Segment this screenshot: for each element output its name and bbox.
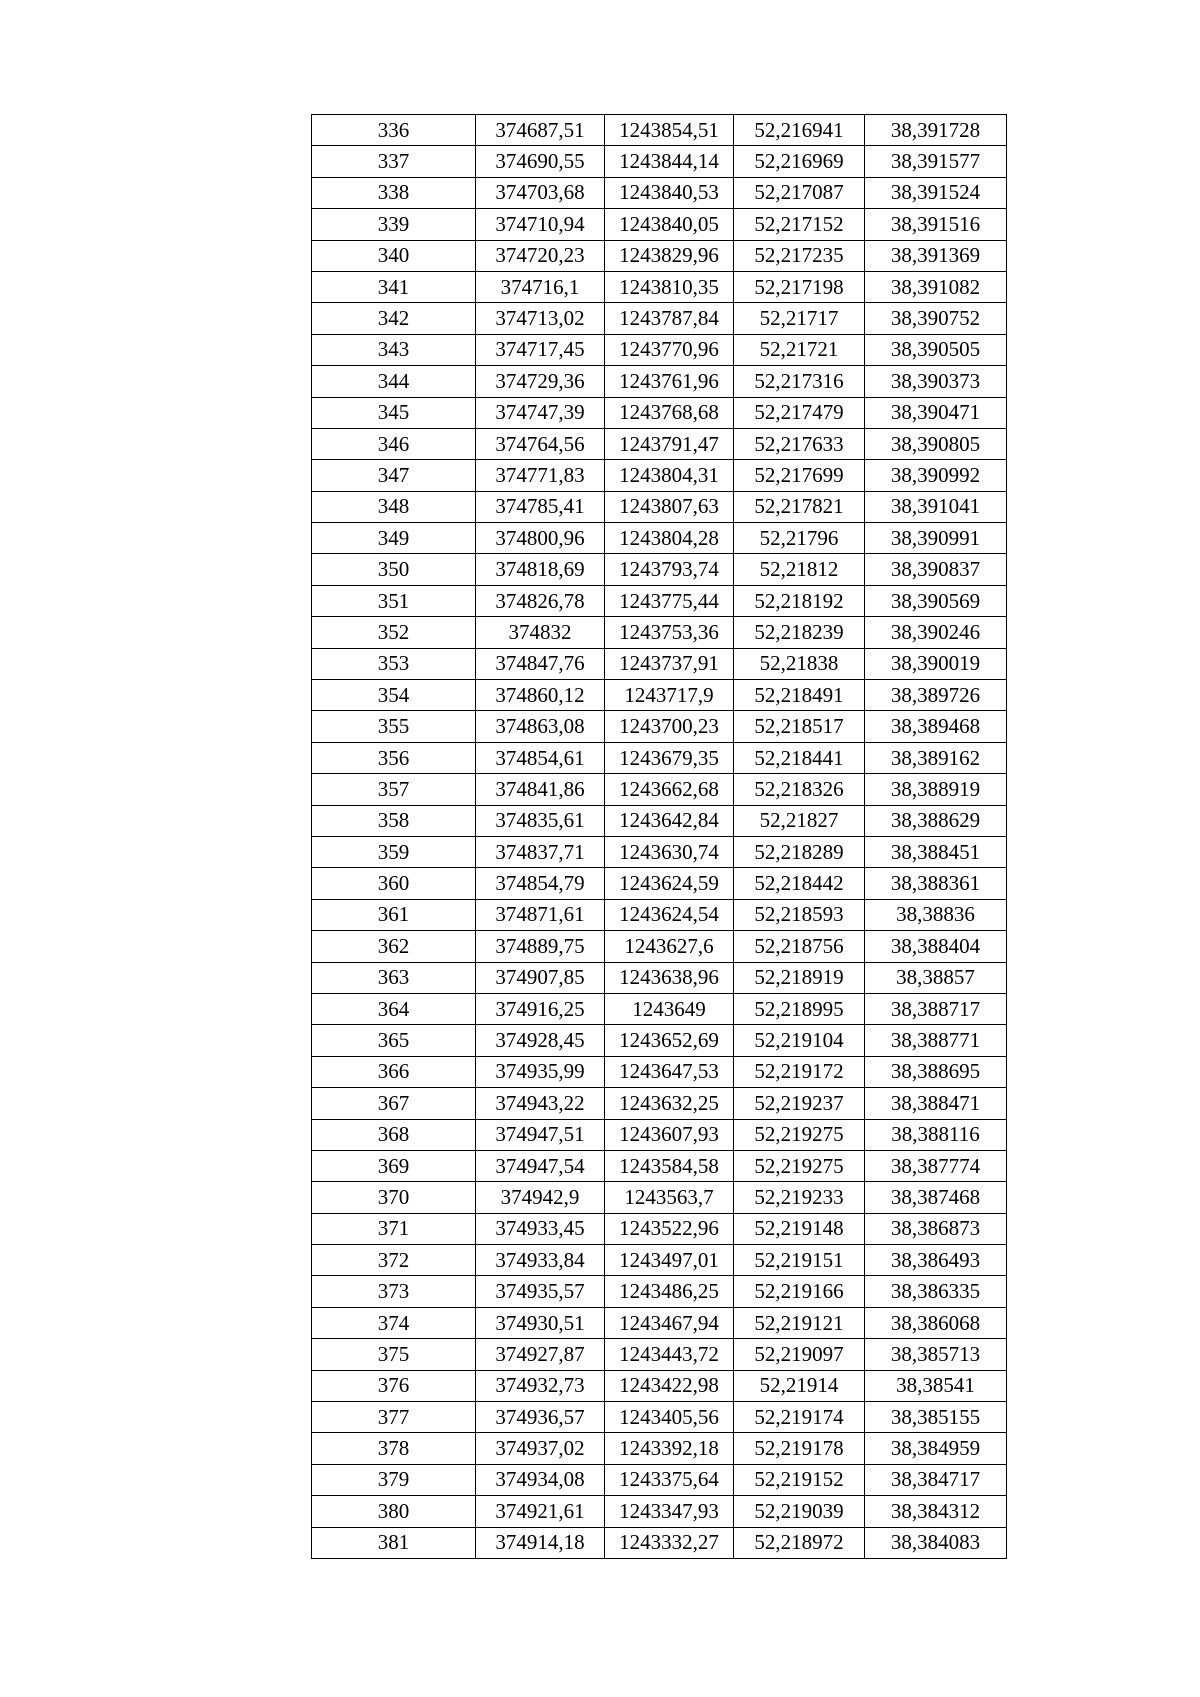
x-coordinate-cell: 374747,39 [476,397,605,428]
y-coordinate-cell: 1243422,98 [605,1370,734,1401]
longitude-cell: 38,388404 [865,931,1007,962]
point-number-cell: 346 [312,428,476,459]
x-coordinate-cell: 374713,02 [476,303,605,334]
y-coordinate-cell: 1243804,31 [605,460,734,491]
point-number-cell: 338 [312,177,476,208]
x-coordinate-cell: 374841,86 [476,774,605,805]
point-number-cell: 353 [312,648,476,679]
table-row [312,209,1007,240]
table-row [312,146,1007,177]
y-coordinate-cell: 1243770,96 [605,334,734,365]
latitude-cell: 52,217198 [734,271,865,302]
longitude-cell: 38,384959 [865,1433,1007,1464]
x-coordinate-cell: 374785,41 [476,491,605,522]
latitude-cell: 52,218756 [734,931,865,962]
y-coordinate-cell: 1243829,96 [605,240,734,271]
latitude-cell: 52,218593 [734,899,865,930]
point-number-cell: 341 [312,271,476,302]
table-row [312,962,1007,993]
longitude-cell: 38,389162 [865,742,1007,773]
longitude-cell: 38,386493 [865,1245,1007,1276]
point-number-cell: 357 [312,774,476,805]
latitude-cell: 52,219039 [734,1496,865,1527]
longitude-cell: 38,391524 [865,177,1007,208]
table-row [312,460,1007,491]
table-row [312,805,1007,836]
table-row [312,115,1007,146]
y-coordinate-cell: 1243630,74 [605,836,734,867]
longitude-cell: 38,390992 [865,460,1007,491]
table-row [312,1307,1007,1338]
y-coordinate-cell: 1243522,96 [605,1213,734,1244]
point-number-cell: 364 [312,993,476,1024]
longitude-cell: 38,387468 [865,1182,1007,1213]
point-number-cell: 370 [312,1182,476,1213]
latitude-cell: 52,217699 [734,460,865,491]
y-coordinate-cell: 1243791,47 [605,428,734,459]
latitude-cell: 52,21721 [734,334,865,365]
x-coordinate-cell: 374932,73 [476,1370,605,1401]
latitude-cell: 52,217479 [734,397,865,428]
y-coordinate-cell: 1243737,91 [605,648,734,679]
x-coordinate-cell: 374687,51 [476,115,605,146]
table-row [312,585,1007,616]
table-row [312,1150,1007,1181]
table-row [312,993,1007,1024]
y-coordinate-cell: 1243854,51 [605,115,734,146]
latitude-cell: 52,219121 [734,1307,865,1338]
table-row [312,1182,1007,1213]
y-coordinate-cell: 1243632,25 [605,1088,734,1119]
latitude-cell: 52,21796 [734,523,865,554]
point-number-cell: 344 [312,366,476,397]
y-coordinate-cell: 1243332,27 [605,1527,734,1558]
longitude-cell: 38,384083 [865,1527,1007,1558]
latitude-cell: 52,216969 [734,146,865,177]
table-row [312,1496,1007,1527]
x-coordinate-cell: 374934,08 [476,1464,605,1495]
longitude-cell: 38,385155 [865,1402,1007,1433]
x-coordinate-cell: 374947,51 [476,1119,605,1150]
latitude-cell: 52,219237 [734,1088,865,1119]
y-coordinate-cell: 1243642,84 [605,805,734,836]
point-number-cell: 354 [312,680,476,711]
table-row [312,491,1007,522]
x-coordinate-cell: 374832 [476,617,605,648]
table-row [312,1088,1007,1119]
latitude-cell: 52,217821 [734,491,865,522]
table-row [312,303,1007,334]
point-number-cell: 361 [312,899,476,930]
y-coordinate-cell: 1243584,58 [605,1150,734,1181]
table-row [312,1025,1007,1056]
longitude-cell: 38,388361 [865,868,1007,899]
table-row [312,868,1007,899]
x-coordinate-cell: 374928,45 [476,1025,605,1056]
table-row [312,617,1007,648]
latitude-cell: 52,219104 [734,1025,865,1056]
x-coordinate-cell: 374943,22 [476,1088,605,1119]
y-coordinate-cell: 1243662,68 [605,774,734,805]
point-number-cell: 381 [312,1527,476,1558]
latitude-cell: 52,219148 [734,1213,865,1244]
table-row [312,1464,1007,1495]
x-coordinate-cell: 374942,9 [476,1182,605,1213]
y-coordinate-cell: 1243497,01 [605,1245,734,1276]
table-row [312,177,1007,208]
point-number-cell: 348 [312,491,476,522]
latitude-cell: 52,219174 [734,1402,865,1433]
table-row [312,1527,1007,1558]
x-coordinate-cell: 374716,1 [476,271,605,302]
y-coordinate-cell: 1243443,72 [605,1339,734,1370]
point-number-cell: 369 [312,1150,476,1181]
table-row [312,680,1007,711]
longitude-cell: 38,390837 [865,554,1007,585]
longitude-cell: 38,386068 [865,1307,1007,1338]
y-coordinate-cell: 1243804,28 [605,523,734,554]
latitude-cell: 52,218441 [734,742,865,773]
x-coordinate-cell: 374771,83 [476,460,605,491]
y-coordinate-cell: 1243761,96 [605,366,734,397]
longitude-cell: 38,391082 [865,271,1007,302]
point-number-cell: 358 [312,805,476,836]
latitude-cell: 52,219178 [734,1433,865,1464]
point-number-cell: 342 [312,303,476,334]
x-coordinate-cell: 374916,25 [476,993,605,1024]
point-number-cell: 352 [312,617,476,648]
table-row [312,271,1007,302]
table-row [312,711,1007,742]
longitude-cell: 38,388629 [865,805,1007,836]
point-number-cell: 349 [312,523,476,554]
coordinates-table-body [312,115,1007,1559]
table-row [312,1213,1007,1244]
latitude-cell: 52,21812 [734,554,865,585]
y-coordinate-cell: 1243717,9 [605,680,734,711]
table-row [312,1245,1007,1276]
point-number-cell: 345 [312,397,476,428]
point-number-cell: 366 [312,1056,476,1087]
table-row [312,366,1007,397]
x-coordinate-cell: 374935,99 [476,1056,605,1087]
point-number-cell: 336 [312,115,476,146]
point-number-cell: 372 [312,1245,476,1276]
y-coordinate-cell: 1243844,14 [605,146,734,177]
table-row [312,648,1007,679]
x-coordinate-cell: 374854,79 [476,868,605,899]
latitude-cell: 52,219275 [734,1150,865,1181]
x-coordinate-cell: 374914,18 [476,1527,605,1558]
longitude-cell: 38,38857 [865,962,1007,993]
latitude-cell: 52,217633 [734,428,865,459]
latitude-cell: 52,218239 [734,617,865,648]
x-coordinate-cell: 374936,57 [476,1402,605,1433]
table-row [312,1276,1007,1307]
y-coordinate-cell: 1243840,05 [605,209,734,240]
longitude-cell: 38,390805 [865,428,1007,459]
x-coordinate-cell: 374729,36 [476,366,605,397]
x-coordinate-cell: 374921,61 [476,1496,605,1527]
y-coordinate-cell: 1243652,69 [605,1025,734,1056]
x-coordinate-cell: 374717,45 [476,334,605,365]
table-row [312,836,1007,867]
table-row [312,899,1007,930]
y-coordinate-cell: 1243775,44 [605,585,734,616]
latitude-cell: 52,219097 [734,1339,865,1370]
table-row [312,397,1007,428]
x-coordinate-cell: 374835,61 [476,805,605,836]
latitude-cell: 52,218995 [734,993,865,1024]
y-coordinate-cell: 1243649 [605,993,734,1024]
latitude-cell: 52,218972 [734,1527,865,1558]
longitude-cell: 38,390246 [865,617,1007,648]
latitude-cell: 52,219275 [734,1119,865,1150]
y-coordinate-cell: 1243392,18 [605,1433,734,1464]
longitude-cell: 38,387774 [865,1150,1007,1181]
y-coordinate-cell: 1243787,84 [605,303,734,334]
table-row [312,554,1007,585]
x-coordinate-cell: 374703,68 [476,177,605,208]
latitude-cell: 52,218919 [734,962,865,993]
longitude-cell: 38,391577 [865,146,1007,177]
y-coordinate-cell: 1243810,35 [605,271,734,302]
point-number-cell: 373 [312,1276,476,1307]
y-coordinate-cell: 1243793,74 [605,554,734,585]
x-coordinate-cell: 374690,55 [476,146,605,177]
longitude-cell: 38,389468 [865,711,1007,742]
longitude-cell: 38,390569 [865,585,1007,616]
y-coordinate-cell: 1243347,93 [605,1496,734,1527]
x-coordinate-cell: 374818,69 [476,554,605,585]
longitude-cell: 38,390505 [865,334,1007,365]
point-number-cell: 371 [312,1213,476,1244]
y-coordinate-cell: 1243627,6 [605,931,734,962]
y-coordinate-cell: 1243700,23 [605,711,734,742]
latitude-cell: 52,21827 [734,805,865,836]
point-number-cell: 355 [312,711,476,742]
point-number-cell: 367 [312,1088,476,1119]
longitude-cell: 38,391369 [865,240,1007,271]
x-coordinate-cell: 374854,61 [476,742,605,773]
table-row [312,428,1007,459]
point-number-cell: 377 [312,1402,476,1433]
latitude-cell: 52,219151 [734,1245,865,1276]
latitude-cell: 52,217087 [734,177,865,208]
longitude-cell: 38,388919 [865,774,1007,805]
y-coordinate-cell: 1243753,36 [605,617,734,648]
x-coordinate-cell: 374720,23 [476,240,605,271]
coordinates-table [311,114,1007,1559]
longitude-cell: 38,388717 [865,993,1007,1024]
longitude-cell: 38,391041 [865,491,1007,522]
y-coordinate-cell: 1243405,56 [605,1402,734,1433]
y-coordinate-cell: 1243768,68 [605,397,734,428]
point-number-cell: 360 [312,868,476,899]
x-coordinate-cell: 374837,71 [476,836,605,867]
x-coordinate-cell: 374871,61 [476,899,605,930]
latitude-cell: 52,218192 [734,585,865,616]
longitude-cell: 38,388471 [865,1088,1007,1119]
latitude-cell: 52,218326 [734,774,865,805]
longitude-cell: 38,384312 [865,1496,1007,1527]
point-number-cell: 379 [312,1464,476,1495]
latitude-cell: 52,218289 [734,836,865,867]
y-coordinate-cell: 1243624,59 [605,868,734,899]
point-number-cell: 347 [312,460,476,491]
latitude-cell: 52,21838 [734,648,865,679]
longitude-cell: 38,386873 [865,1213,1007,1244]
table-row [312,1119,1007,1150]
y-coordinate-cell: 1243679,35 [605,742,734,773]
x-coordinate-cell: 374933,45 [476,1213,605,1244]
longitude-cell: 38,390752 [865,303,1007,334]
point-number-cell: 356 [312,742,476,773]
x-coordinate-cell: 374935,57 [476,1276,605,1307]
y-coordinate-cell: 1243638,96 [605,962,734,993]
longitude-cell: 38,389726 [865,680,1007,711]
y-coordinate-cell: 1243647,53 [605,1056,734,1087]
table-row [312,1433,1007,1464]
point-number-cell: 375 [312,1339,476,1370]
latitude-cell: 52,218442 [734,868,865,899]
x-coordinate-cell: 374860,12 [476,680,605,711]
point-number-cell: 340 [312,240,476,271]
longitude-cell: 38,38836 [865,899,1007,930]
x-coordinate-cell: 374826,78 [476,585,605,616]
latitude-cell: 52,21914 [734,1370,865,1401]
x-coordinate-cell: 374800,96 [476,523,605,554]
point-number-cell: 380 [312,1496,476,1527]
latitude-cell: 52,218491 [734,680,865,711]
table-row [312,1370,1007,1401]
x-coordinate-cell: 374947,54 [476,1150,605,1181]
table-row [312,1339,1007,1370]
longitude-cell: 38,391728 [865,115,1007,146]
longitude-cell: 38,388116 [865,1119,1007,1150]
latitude-cell: 52,219166 [734,1276,865,1307]
latitude-cell: 52,21717 [734,303,865,334]
point-number-cell: 374 [312,1307,476,1338]
y-coordinate-cell: 1243840,53 [605,177,734,208]
x-coordinate-cell: 374937,02 [476,1433,605,1464]
latitude-cell: 52,219152 [734,1464,865,1495]
longitude-cell: 38,391516 [865,209,1007,240]
longitude-cell: 38,38541 [865,1370,1007,1401]
y-coordinate-cell: 1243563,7 [605,1182,734,1213]
point-number-cell: 378 [312,1433,476,1464]
longitude-cell: 38,388771 [865,1025,1007,1056]
table-row [312,774,1007,805]
latitude-cell: 52,219233 [734,1182,865,1213]
x-coordinate-cell: 374933,84 [476,1245,605,1276]
x-coordinate-cell: 374710,94 [476,209,605,240]
longitude-cell: 38,390991 [865,523,1007,554]
table-row [312,1056,1007,1087]
x-coordinate-cell: 374930,51 [476,1307,605,1338]
longitude-cell: 38,388451 [865,836,1007,867]
table-row [312,334,1007,365]
x-coordinate-cell: 374863,08 [476,711,605,742]
point-number-cell: 368 [312,1119,476,1150]
latitude-cell: 52,218517 [734,711,865,742]
point-number-cell: 343 [312,334,476,365]
y-coordinate-cell: 1243807,63 [605,491,734,522]
longitude-cell: 38,388695 [865,1056,1007,1087]
y-coordinate-cell: 1243467,94 [605,1307,734,1338]
x-coordinate-cell: 374889,75 [476,931,605,962]
point-number-cell: 339 [312,209,476,240]
point-number-cell: 362 [312,931,476,962]
y-coordinate-cell: 1243607,93 [605,1119,734,1150]
point-number-cell: 351 [312,585,476,616]
point-number-cell: 363 [312,962,476,993]
y-coordinate-cell: 1243624,54 [605,899,734,930]
latitude-cell: 52,216941 [734,115,865,146]
longitude-cell: 38,385713 [865,1339,1007,1370]
point-number-cell: 376 [312,1370,476,1401]
table-row [312,931,1007,962]
point-number-cell: 337 [312,146,476,177]
y-coordinate-cell: 1243375,64 [605,1464,734,1495]
table-row [312,523,1007,554]
latitude-cell: 52,217152 [734,209,865,240]
longitude-cell: 38,390019 [865,648,1007,679]
latitude-cell: 52,217316 [734,366,865,397]
y-coordinate-cell: 1243486,25 [605,1276,734,1307]
point-number-cell: 359 [312,836,476,867]
longitude-cell: 38,386335 [865,1276,1007,1307]
point-number-cell: 365 [312,1025,476,1056]
x-coordinate-cell: 374907,85 [476,962,605,993]
x-coordinate-cell: 374847,76 [476,648,605,679]
latitude-cell: 52,217235 [734,240,865,271]
longitude-cell: 38,390373 [865,366,1007,397]
longitude-cell: 38,384717 [865,1464,1007,1495]
table-row [312,742,1007,773]
point-number-cell: 350 [312,554,476,585]
x-coordinate-cell: 374764,56 [476,428,605,459]
x-coordinate-cell: 374927,87 [476,1339,605,1370]
longitude-cell: 38,390471 [865,397,1007,428]
table-row [312,240,1007,271]
latitude-cell: 52,219172 [734,1056,865,1087]
table-row [312,1402,1007,1433]
